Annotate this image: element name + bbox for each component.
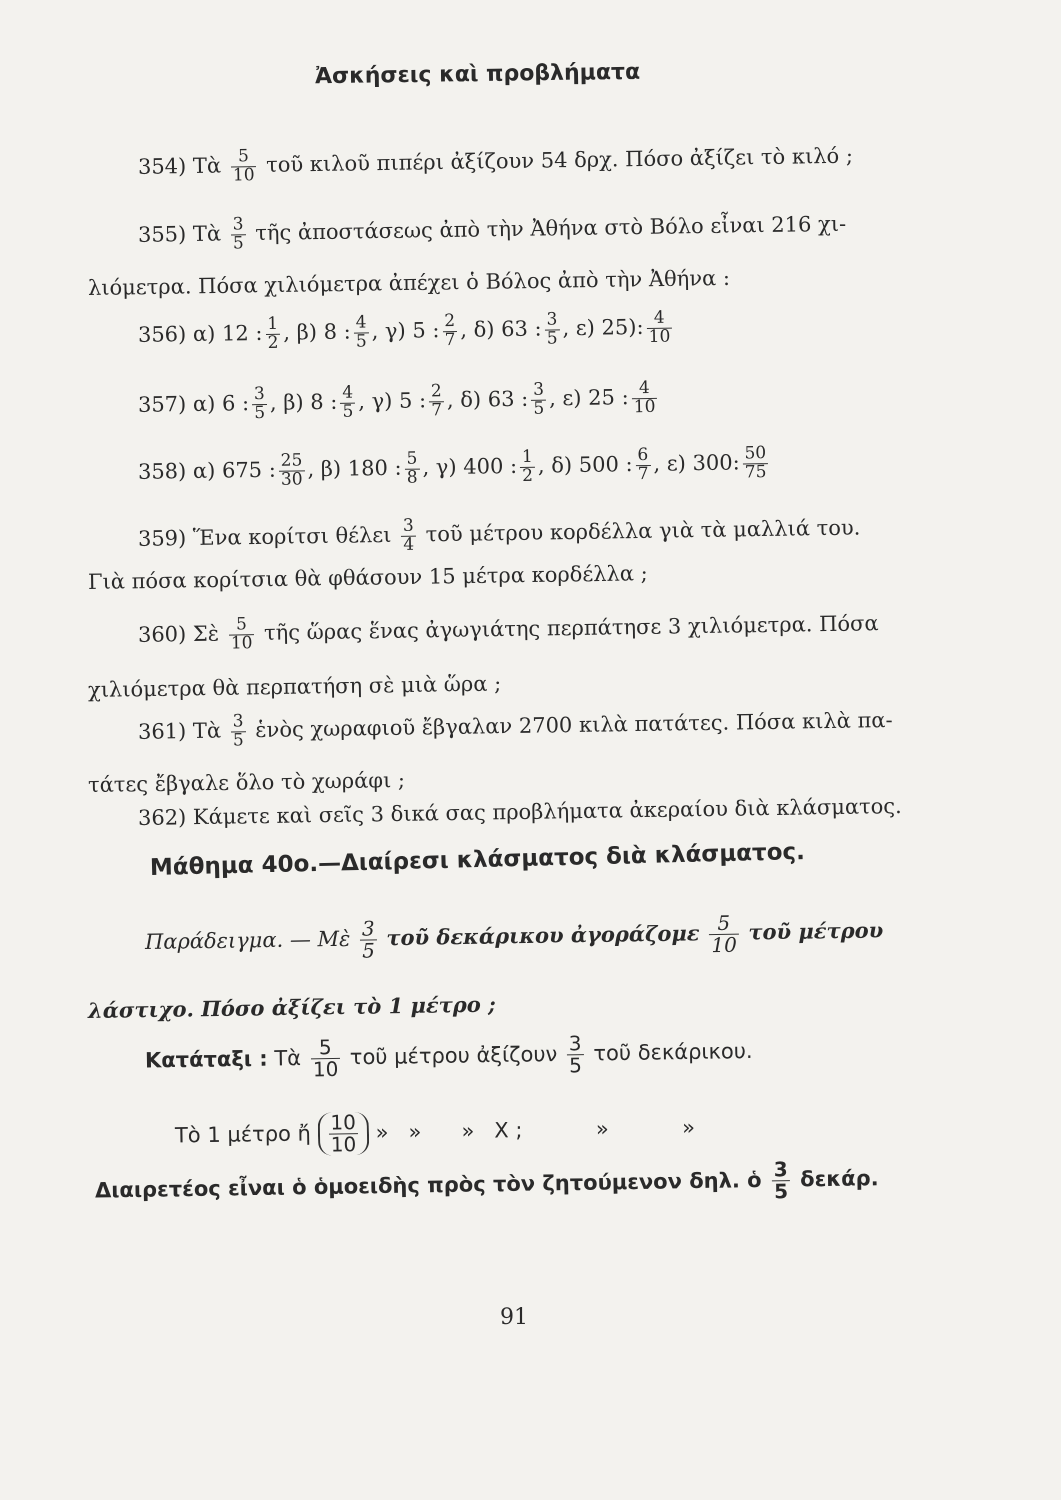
fraction: $\frac{4}{10}$ xyxy=(646,310,672,347)
problem-355-cont: λιόμετρα. Πόσα χιλιόμετρα ἀπέχει ὁ Βόλος ἀπὸ τὴν Ἀθήνα : xyxy=(87,265,731,300)
problem-text: τοῦ κιλοῦ πιπέρι ἀξίζουν 54 δρχ. Πόσο ἀξίζει τὸ κιλό ; xyxy=(265,143,854,177)
fraction: $\frac{3}{5}$ xyxy=(361,916,376,963)
arrangement-row2: Τὸ 1 μέτρο ἤ $\frac{10}{10}$ » » » X ; » » xyxy=(174,1110,696,1157)
fraction: $\frac{5}{8}$ xyxy=(406,448,418,488)
problem-356: 356) α) 12 : $\frac{1}{2}$ , β) 8 : $\frac{4}{5}$ , γ) 5 : $\frac{2}{7}$ , δ) 63 : $\frac{3}{5}$ , ε) 25): $\frac{4}{10}$ xyxy=(137,307,671,353)
arrangement-line: Κατάταξι : Τὰ $\frac{5}{10}$ τοῦ μέτρου ἀξίζουν $\frac{3}{5}$ τοῦ δεκάρικου. xyxy=(144,1031,753,1082)
fraction: $\frac{2}{7}$ xyxy=(444,311,456,351)
problem-360-cont: χιλιόμετρα θὰ περπατήση σὲ μιὰ ὥρα ; xyxy=(87,671,502,702)
page-header: Ἀσκήσεις καὶ προβλήματα xyxy=(314,59,641,90)
example-label: Παράδειγμα. — Μὲ xyxy=(144,926,351,954)
problem-354 xyxy=(138,139,854,187)
problem-number: 354) Τὰ xyxy=(137,153,222,179)
problem-357: 357) α) 6 : $\frac{3}{5}$ , β) 8 : $\frac{4}{5}$ , γ) 5 : $\frac{2}{7}$ , δ) 63 : $\frac{3}{5}$ , ε) 25 : $\frac{4}{10}$ xyxy=(137,377,656,424)
fraction: $\frac{1}{2}$ xyxy=(267,313,279,353)
fraction: $\frac{4}{10}$ xyxy=(631,380,657,417)
fraction: $\frac{2}{7}$ xyxy=(430,381,443,421)
fraction: $\frac{4}{5}$ xyxy=(342,382,354,422)
problem-355 xyxy=(138,207,847,255)
parenthesized-fraction xyxy=(317,1112,369,1156)
page-number: 91 xyxy=(500,1305,528,1330)
fraction: $\frac{3}{5}$ xyxy=(773,1157,789,1204)
lesson-title: Μάθημα 40ο.—Διαίρεσι κλάσματος διὰ κλάσματος. xyxy=(149,839,806,881)
fraction: $\frac{5}{10}$ xyxy=(709,913,739,956)
problem-361-cont: τάτες ἔβγαλε ὅλο τὸ χωράφι ; xyxy=(87,768,406,797)
dividend-line: Διαιρετέος εἶναι ὁ ὁμοειδὴς πρὸς τὸν ζητούμενον δηλ. ὁ $\frac{3}{5}$ δεκάρ. xyxy=(94,1157,879,1204)
example-line: Παράδειγμα. — Μὲ $\frac{3}{5}$ τοῦ δεκάρικου ἀγοράζομε $\frac{5}{10}$ τοῦ μέτρου xyxy=(144,910,884,963)
fraction: $\frac{1}{2}$ xyxy=(521,446,534,486)
arrangement-label: Κατάταξι : xyxy=(144,1046,268,1073)
example-cont: λάστιχο. Πόσο ἀξίζει τὸ 1 μέτρο ; xyxy=(87,991,497,1023)
problem-text: τῆς ἀποστάσεως ἀπὸ τὴν Ἀθήνα στὸ Βόλο εἶναι 216 χι- xyxy=(255,211,847,245)
ditto-marks: » » » X ; » » xyxy=(375,1115,696,1145)
fraction: $\frac{10}{10}$ xyxy=(330,1110,357,1157)
fraction: $\frac{6}{7}$ xyxy=(637,444,649,484)
fraction: $\frac{3}{5}$ xyxy=(532,379,545,419)
fraction: $\frac{25}{30}$ xyxy=(280,450,303,490)
problem-361: 361) Τὰ $\frac{3}{5}$ ἑνὸς χωραφιοῦ ἔβγαλαν 2700 κιλὰ πατάτες. Πόσα κιλὰ πα- xyxy=(137,707,893,751)
problem-358: 358) α) 675 : $\frac{25}{30}$ , β) 180 : $\frac{5}{8}$ , γ) 400 : $\frac{1}{2}$ , δ) 500 : $\frac{6}{7}$ , ε) 300: $\frac{50}{75}$ xyxy=(137,443,767,490)
problem-359-cont: Γιὰ πόσα κορίτσια θὰ φθάσουν 15 μέτρα κορδέλλα ; xyxy=(87,561,648,594)
problem-number: 355) Τὰ xyxy=(137,221,222,247)
fraction: $\frac{50}{75}$ xyxy=(744,443,767,483)
fraction: $\frac{4}{5}$ xyxy=(355,312,367,352)
fraction: $\frac{3}{4}$ xyxy=(402,515,415,555)
fraction: $\frac{5}{10}$ xyxy=(310,1037,340,1080)
fraction: $\frac{3}{5}$ xyxy=(546,309,558,349)
fraction: $\frac{3}{5}$ xyxy=(568,1031,583,1078)
fraction: $\frac{3}{5}$ xyxy=(232,711,244,751)
fraction: $\frac{3}{5}$ xyxy=(253,384,266,424)
fraction: $\frac{5}{10}$ xyxy=(228,616,254,653)
problem-360: 360) Σὲ $\frac{5}{10}$ τῆς ὥρας ἕνας ἀγωγιάτης περπάτησε 3 χιλιόμετρα. Πόσα xyxy=(137,611,879,654)
fraction: $\frac{5}{10}$ xyxy=(231,148,257,185)
problem-362: 362) Κάμετε καὶ σεῖς 3 δικά σας προβλήματα ἀκεραίου διὰ κλάσματος. xyxy=(137,794,902,830)
fraction: $\frac{3}{5}$ xyxy=(232,214,244,254)
problem-359: 359) Ἕνα κορίτσι θέλει $\frac{3}{4}$ τοῦ μέτρου κορδέλλα γιὰ τὰ μαλλιά του. xyxy=(137,515,861,555)
